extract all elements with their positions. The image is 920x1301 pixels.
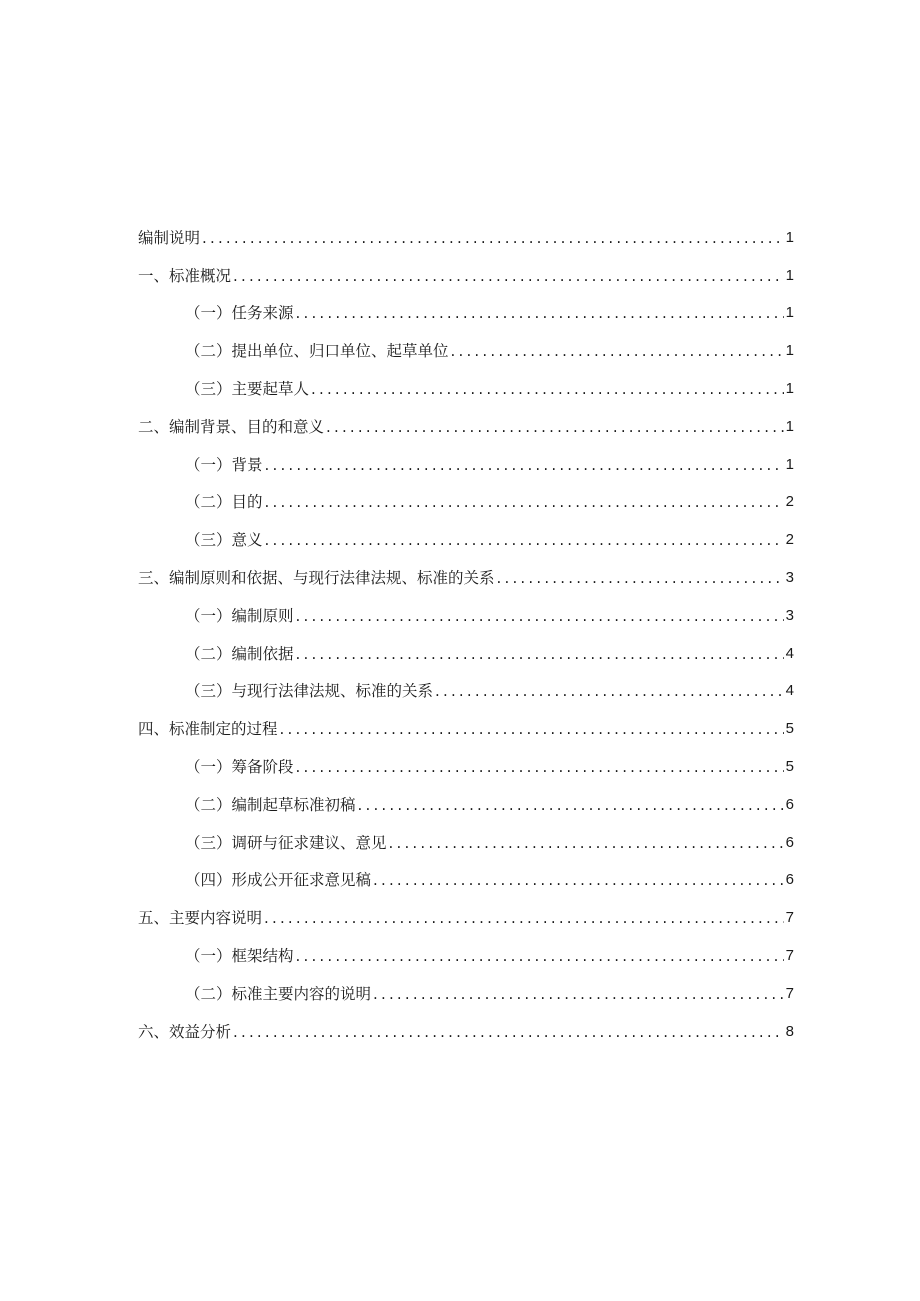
toc-dot-leader <box>373 870 784 890</box>
toc-entry-title: （一）筹备阶段 <box>185 757 294 776</box>
toc-page-number: 1 <box>785 417 794 435</box>
toc-entry-title: （一）框架结构 <box>185 946 294 965</box>
toc-dot-leader <box>233 1022 784 1042</box>
toc-entry-title: 六、效益分析 <box>138 1022 232 1041</box>
toc-page-number: 3 <box>785 606 794 624</box>
toc-page-number: 1 <box>785 304 794 322</box>
toc-entry-title: （三）主要起草人 <box>185 379 310 398</box>
toc-page-number: 6 <box>785 795 794 813</box>
toc-entry[interactable] <box>138 664 794 702</box>
toc-dot-leader <box>435 681 784 701</box>
toc-entry[interactable] <box>138 437 794 475</box>
toc-entry[interactable] <box>138 928 794 966</box>
toc-entry-title: （一）任务来源 <box>185 304 294 323</box>
toc-entry[interactable] <box>138 512 794 550</box>
toc-entry-title: （二）目的 <box>185 493 263 512</box>
toc-entry[interactable] <box>138 1004 794 1042</box>
toc-page-number: 4 <box>785 644 794 662</box>
toc-entry-title: （二）编制依据 <box>185 644 294 663</box>
toc-entry-title: （二）标准主要内容的说明 <box>185 984 372 1003</box>
toc-page-number: 7 <box>785 909 794 927</box>
table-of-contents <box>138 210 794 1042</box>
toc-dot-leader <box>296 946 784 966</box>
toc-dot-leader <box>497 568 784 588</box>
toc-entry-title: 五、主要内容说明 <box>138 909 263 928</box>
toc-dot-leader <box>326 417 784 437</box>
toc-entry-title: 三、编制原则和依据、与现行法律法规、标准的关系 <box>138 568 495 587</box>
toc-page-number: 1 <box>785 228 794 246</box>
toc-entry[interactable] <box>138 588 794 626</box>
toc-entry[interactable] <box>138 890 794 928</box>
toc-page-number: 8 <box>785 1022 794 1040</box>
toc-entry-title: 编制说明 <box>138 228 201 247</box>
toc-entry-title: （二）编制起草标准初稿 <box>185 795 356 814</box>
toc-dot-leader <box>296 606 784 626</box>
toc-entry[interactable] <box>138 626 794 664</box>
toc-dot-leader <box>280 719 784 739</box>
toc-page-number: 7 <box>785 984 794 1002</box>
toc-dot-leader <box>202 228 784 248</box>
toc-dot-leader <box>451 341 784 361</box>
toc-dot-leader <box>373 984 784 1004</box>
toc-page-number: 1 <box>785 379 794 397</box>
toc-entry[interactable] <box>138 815 794 853</box>
toc-page-number: 5 <box>785 757 794 775</box>
toc-entry-title: （四）形成公开征求意见稿 <box>185 871 372 890</box>
toc-entry[interactable] <box>138 399 794 437</box>
toc-page-number: 1 <box>785 342 794 360</box>
toc-page-number: 1 <box>785 455 794 473</box>
toc-entry-title: 二、编制背景、目的和意义 <box>138 417 325 436</box>
toc-page-number: 2 <box>785 493 794 511</box>
toc-entry[interactable] <box>138 739 794 777</box>
toc-entry-title: （一）背景 <box>185 455 263 474</box>
toc-entry[interactable] <box>138 361 794 399</box>
toc-page-number: 7 <box>785 946 794 964</box>
toc-entry[interactable] <box>138 475 794 513</box>
toc-dot-leader <box>296 757 784 777</box>
toc-entry-title: （三）与现行法律法规、标准的关系 <box>185 682 434 701</box>
toc-entry[interactable] <box>138 248 794 286</box>
toc-entry-title: 四、标准制定的过程 <box>138 720 278 739</box>
toc-entry[interactable] <box>138 701 794 739</box>
toc-page-number: 3 <box>785 568 794 586</box>
toc-entry-title: 一、标准概况 <box>138 266 232 285</box>
toc-page-number: 5 <box>785 720 794 738</box>
toc-dot-leader <box>358 795 784 815</box>
toc-entry[interactable] <box>138 210 794 248</box>
toc-page-number: 4 <box>785 682 794 700</box>
toc-dot-leader <box>265 492 784 512</box>
toc-entry-title: （三）意义 <box>185 531 263 550</box>
toc-entry[interactable] <box>138 286 794 324</box>
toc-entry-title: （一）编制原则 <box>185 606 294 625</box>
toc-dot-leader <box>389 833 784 853</box>
toc-entry[interactable] <box>138 323 794 361</box>
toc-entry[interactable] <box>138 853 794 891</box>
toc-entry[interactable] <box>138 550 794 588</box>
toc-dot-leader <box>233 266 784 286</box>
toc-page-number: 6 <box>785 833 794 851</box>
toc-dot-leader <box>265 530 784 550</box>
toc-entry-title: （二）提出单位、归口单位、起草单位 <box>185 342 449 361</box>
toc-entry-title: （三）调研与征求建议、意见 <box>185 833 387 852</box>
toc-page-number: 1 <box>785 266 794 284</box>
toc-entry[interactable] <box>138 966 794 1004</box>
toc-dot-leader <box>264 908 784 928</box>
toc-dot-leader <box>296 303 784 323</box>
toc-dot-leader <box>311 379 784 399</box>
toc-dot-leader <box>265 455 784 475</box>
toc-page-number: 2 <box>785 531 794 549</box>
toc-dot-leader <box>296 644 784 664</box>
toc-page-number: 6 <box>785 871 794 889</box>
toc-entry[interactable] <box>138 777 794 815</box>
